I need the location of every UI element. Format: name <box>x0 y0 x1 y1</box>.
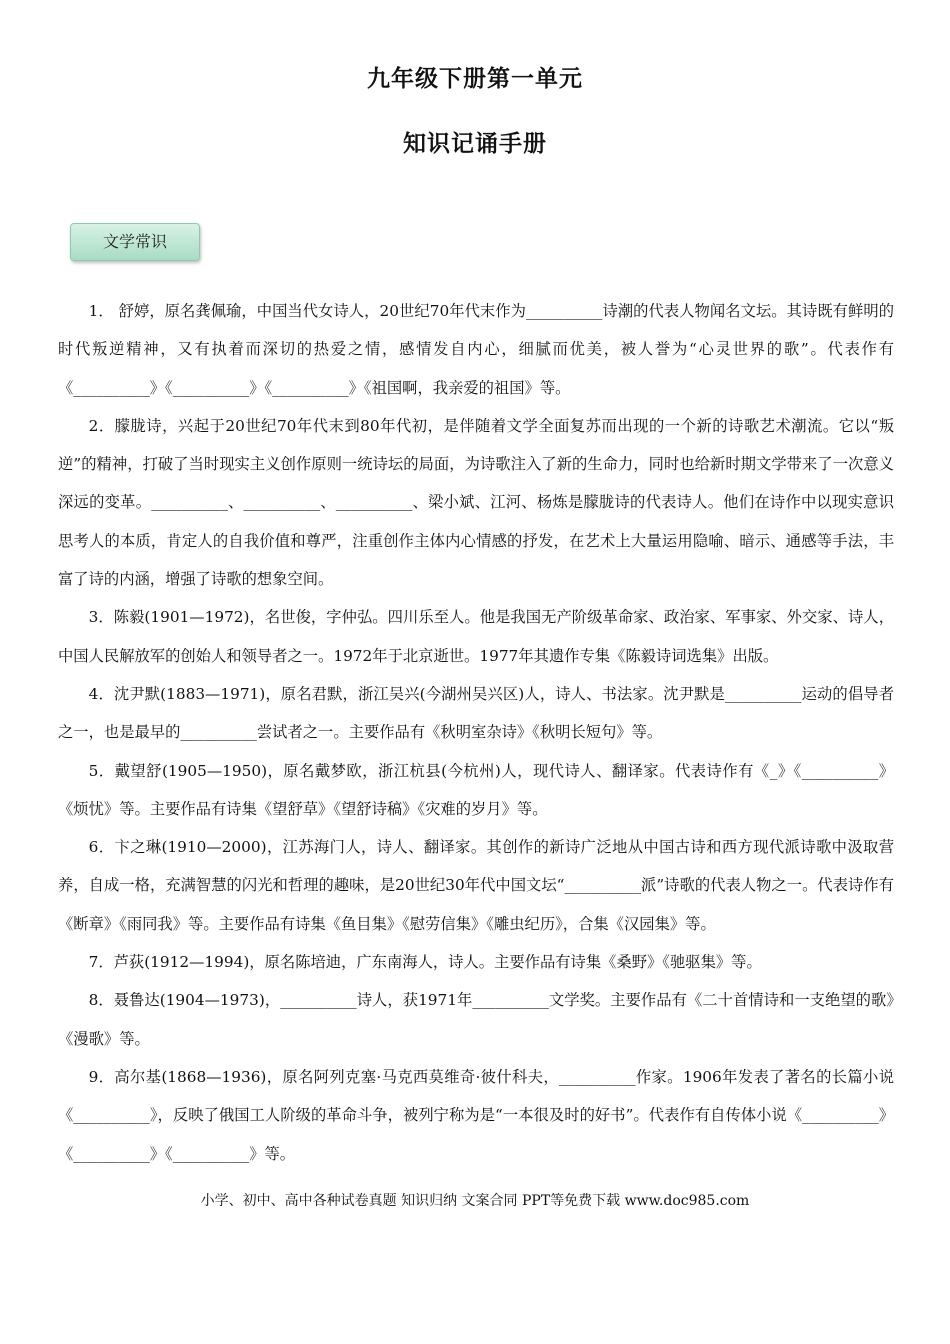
page-subtitle: 知识记诵手册 <box>403 131 547 157</box>
page-title: 九年级下册第一单元 <box>367 66 583 92</box>
list-item: 9．高尔基(1868—1936)，原名阿列克塞·马克西莫维奇·彼什科夫，__________作家。1906年发表了著名的长篇小说《__________》，反映了俄国工人阶级的革命斗争，被列宁称为是“一本很及时的好书”。代表作有自传体小说《__________》《__________》《__________》等。 <box>58 1067 894 1163</box>
content-body <box>58 292 894 1173</box>
page-footer: 小学、初中、高中各种试卷真题 知识归纳 文案合同 PPT等免费下载 www.doc985.com <box>200 1193 750 1209</box>
list-item: 5．戴望舒(1905—1950)，原名戴梦欧，浙江杭县(今杭州)人，现代诗人、翻译家。代表诗作有《_》《__________》《烦忧》等。主要作品有诗集《望舒草》《望舒诗稿》《灾难的岁月》等。 <box>58 761 894 818</box>
list-item: 8．聂鲁达(1904—1973)，__________诗人，获1971年__________文学奖。主要作品有《二十首情诗和一支绝望的歌》《漫歌》等。 <box>58 991 894 1048</box>
list-item: 3．陈毅(1901—1972)，名世俊，字仲弘。四川乐至人。他是我国无产阶级革命家、政治家、军事家、外交家、诗人，中国人民解放军的创始人和领导者之一。1972年于北京逝世。1977年其遗作专集《陈毅诗词选集》出版。 <box>58 608 894 665</box>
section-tag: 文学常识 <box>70 223 200 261</box>
list-item: 7．芦荻(1912—1994)，原名陈培迪，广东南海人，诗人。主要作品有诗集《桑野》《驰驱集》等。 <box>88 953 762 972</box>
list-item: 6．卞之琳(1910—2000)，江苏海门人，诗人、翻译家。其创作的新诗广泛地从中国古诗和西方现代派诗歌中汲取营养，自成一格，充满智慧的闪光和哲理的趣味，是20世纪30年代中国文坛“__________派”诗歌的代表人物之一。代表诗作有《断章》《雨同我》等。主要作品有诗集《鱼目集》《慰劳信集》《雕虫纪历》，合集《汉园集》等。 <box>58 838 894 933</box>
list-item: 4．沈尹默(1883—1971)，原名君默，浙江吴兴(今湖州吴兴区)人，诗人、书法家。沈尹默是__________运动的倡导者之一，也是最早的__________尝试者之一。主要作品有《秋明室杂诗》《秋明长短句》等。 <box>58 684 894 742</box>
list-item: 1． 舒婷，原名龚佩瑜，中国当代女诗人，20世纪70年代末作为__________诗潮的代表人物闻名文坛。其诗既有鲜明的时代叛逆精神，又有执着而深切的热爱之情，感情发自内心，细腻而优美，被人誉为“心灵世界的歌”。代表作有《__________》《__________》《__________》《祖国啊，我亲爱的祖国》等。 <box>58 302 894 397</box>
list-item: 2．朦胧诗，兴起于20世纪70年代末到80年代初，是伴随着文学全面复苏而出现的一个新的诗歌艺术潮流。它以“叛逆”的精神，打破了当时现实主义创作原则一统诗坛的局面，为诗歌注入了新的生命力，同时也给新时期文学带来了一次意义深远的变革。__________、__________、__________、梁小斌、江河、杨炼是朦胧诗的代表诗人。他们在诗作中以现实意识思考人的本质，肯定人的自我价值和尊严，注重创作主体内心情感的抒发，在艺术上大量运用隐喻、暗示、通感等手法，丰富了诗的内涵，增强了诗歌的想象空间。 <box>58 416 894 589</box>
